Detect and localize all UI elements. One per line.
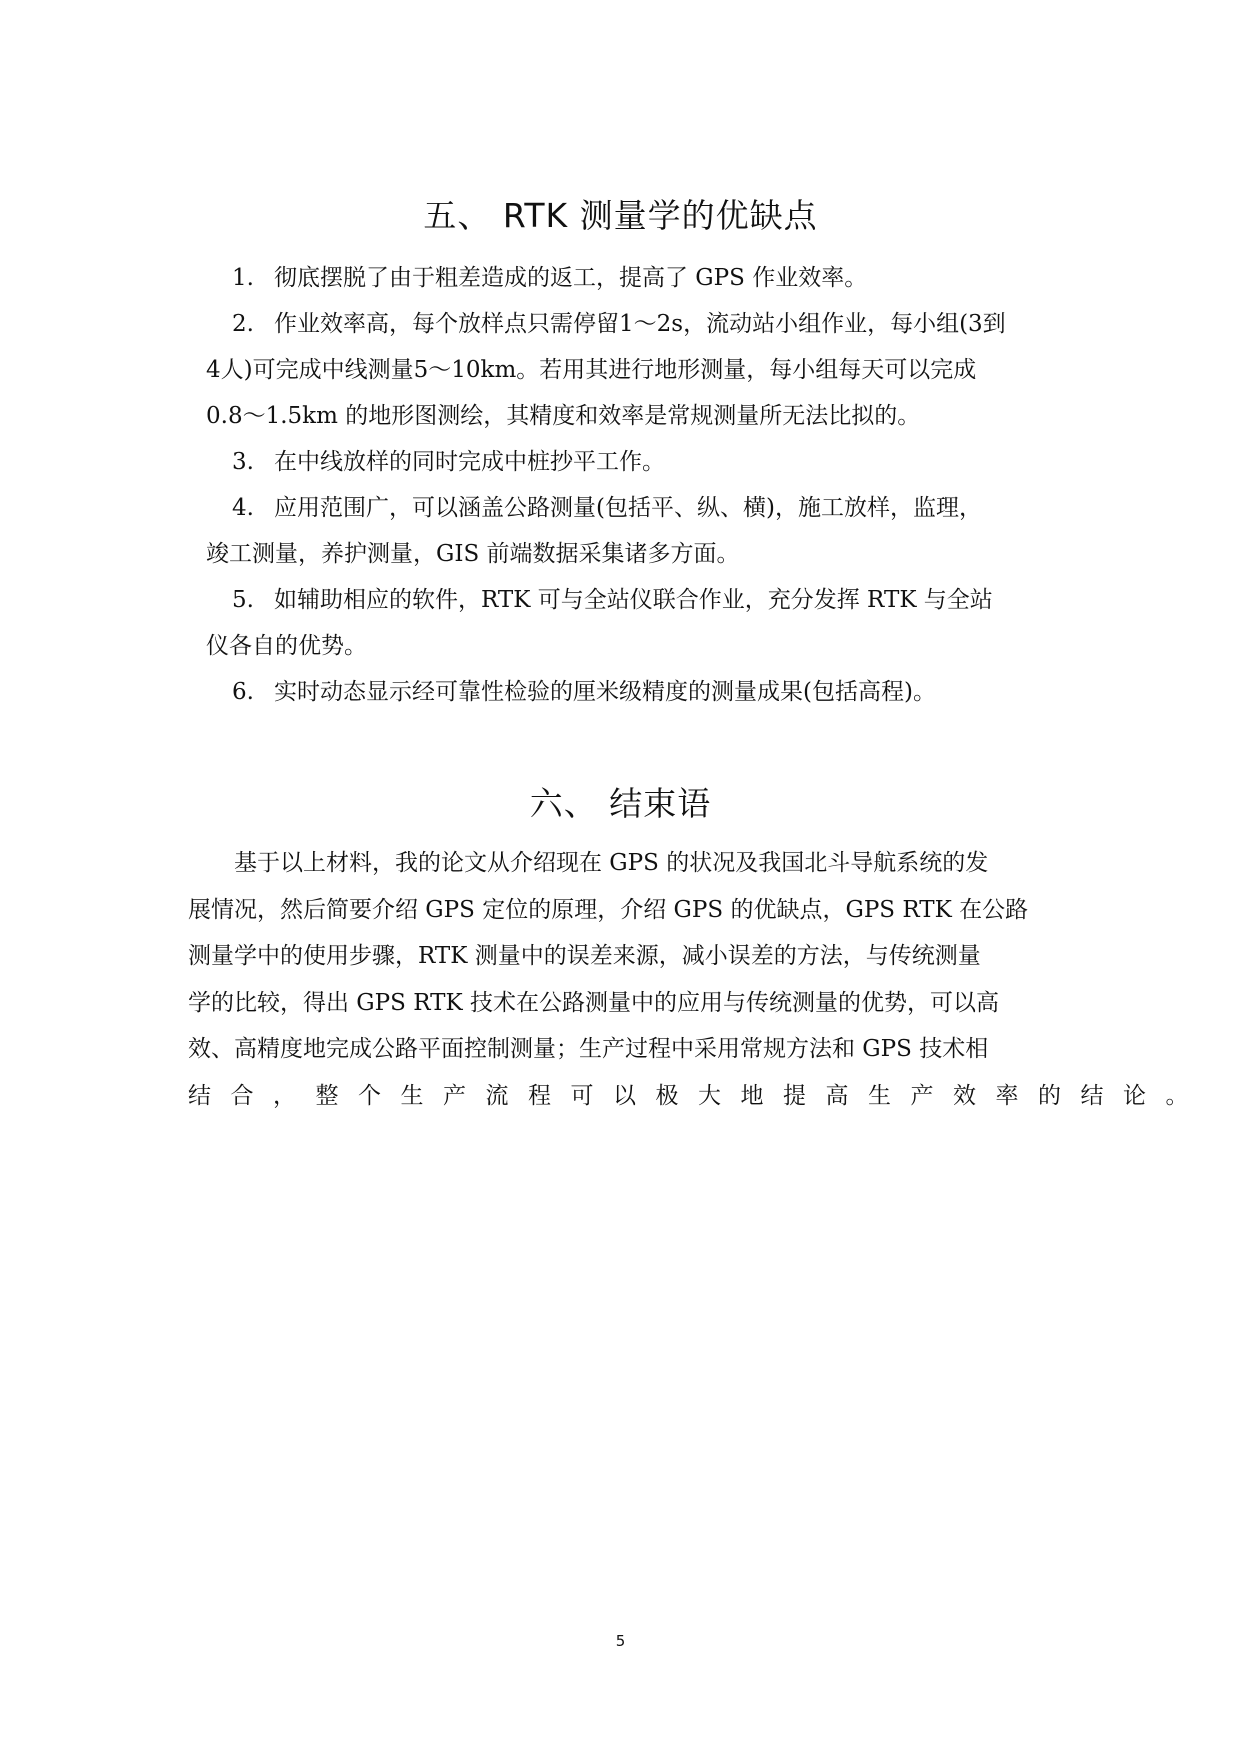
list-item xyxy=(206,485,1057,577)
item-text: 作业效率高，每个放样点只需停留1～2s，流动站小组作业，每小组(3到 xyxy=(274,311,1006,337)
section-5-heading: 五、 RTK 测量学的优缺点 xyxy=(423,196,818,235)
item-text-continued: 仪各自的优势。 xyxy=(206,633,367,659)
paragraph-line: 学的比较，得出 GPS RTK 技术在公路测量中的应用与传统测量的优势，可以高 xyxy=(188,989,999,1016)
item-number: 6. xyxy=(232,679,254,705)
item-text: 在中线放样的同时完成中桩抄平工作。 xyxy=(274,449,665,475)
paragraph-line: 结合，整个生产流程可以极大地提高生产效率的结论。 xyxy=(188,1082,1208,1109)
item-number: 5. xyxy=(232,587,254,613)
list-item xyxy=(206,301,1057,439)
conclusion-paragraph xyxy=(188,840,1208,1119)
item-number: 1. xyxy=(232,265,254,291)
item-text-continued: 竣工测量，养护测量，GIS 前端数据采集诸多方面。 xyxy=(206,541,740,567)
page-number: 5 xyxy=(615,1632,626,1650)
list-item xyxy=(232,669,1057,715)
advantages-list xyxy=(206,255,1057,715)
list-item xyxy=(232,255,1057,301)
item-text-continued: 0.8～1.5km 的地形图测绘，其精度和效率是常规测量所无法比拟的。 xyxy=(206,403,921,429)
section-6-heading: 六、 结束语 xyxy=(529,784,712,823)
item-number: 2. xyxy=(232,311,254,337)
paragraph-line: 测量学中的使用步骤，RTK 测量中的误差来源，减小误差的方法，与传统测量 xyxy=(188,943,981,969)
item-text: 如辅助相应的软件，RTK 可与全站仪联合作业，充分发挥 RTK 与全站 xyxy=(274,587,993,613)
item-number: 4. xyxy=(232,495,254,521)
paragraph-line: 展情况，然后简要介绍 GPS 定位的原理，介绍 GPS 的优缺点，GPS RTK 在公路 xyxy=(188,896,1029,923)
list-item xyxy=(232,439,1057,485)
item-text-continued: 4人)可完成中线测量5～10km。若用其进行地形测量，每小组每天可以完成 xyxy=(206,357,977,383)
item-text: 应用范围广，可以涵盖公路测量(包括平、纵、横)，施工放样，监理， xyxy=(274,495,982,521)
paragraph-line: 效、高精度地完成公路平面控制测量；生产过程中采用常规方法和 GPS 技术相 xyxy=(188,1036,989,1062)
list-item xyxy=(206,577,1057,669)
item-text: 实时动态显示经可靠性检验的厘米级精度的测量成果(包括高程)。 xyxy=(274,679,936,705)
item-number: 3. xyxy=(232,449,254,475)
paragraph-line: 基于以上材料，我的论文从介绍现在 GPS 的状况及我国北斗导航系统的发 xyxy=(234,850,989,876)
item-text: 彻底摆脱了由于粗差造成的返工，提高了 GPS 作业效率。 xyxy=(274,265,868,291)
